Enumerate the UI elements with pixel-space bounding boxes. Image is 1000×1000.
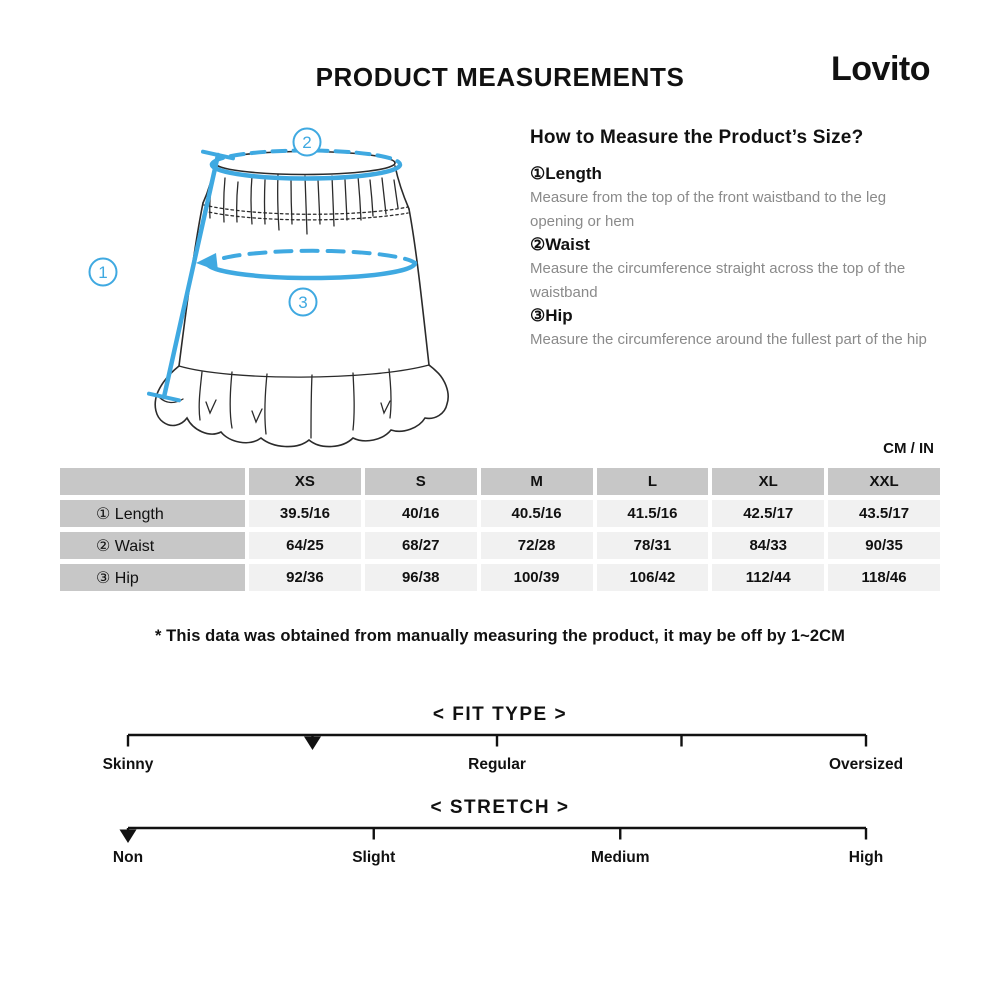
item-label: Waist — [545, 235, 590, 254]
size-table — [60, 468, 940, 591]
scale-label: Oversized — [828, 756, 904, 773]
size-column-header: S — [365, 468, 477, 495]
stretch-scale — [60, 788, 940, 873]
measurement-value: 100/39 — [481, 564, 593, 591]
measurement-value: 41.5/16 — [597, 500, 709, 527]
measurement-value: 72/28 — [481, 532, 593, 559]
measurement-value: 39.5/16 — [249, 500, 361, 527]
size-column-header: M — [481, 468, 593, 495]
measurement-value: 90/35 — [828, 532, 940, 559]
measurement-value: 118/46 — [828, 564, 940, 591]
scale-title: < FIT TYPE > — [432, 704, 568, 725]
scale-title: < STRETCH > — [430, 797, 570, 818]
measurement-value: 84/33 — [712, 532, 824, 559]
disclaimer-note: * This data was obtained from manually measuring the product, it may be off by 1~2CM — [154, 627, 846, 645]
scale-marker-triangle — [120, 830, 137, 844]
size-column-header: XS — [249, 468, 361, 495]
item-description: Measure from the top of the front waistband to the leg opening or hem — [530, 189, 887, 230]
scale-label: Medium — [590, 849, 650, 866]
marker-number-2: 2 — [302, 133, 312, 152]
item-label: Hip — [545, 306, 573, 325]
scale-label: Regular — [468, 756, 526, 773]
measurement-value: 40.5/16 — [481, 500, 593, 527]
size-column-header: L — [597, 468, 709, 495]
item-label: Length — [545, 164, 602, 183]
scale-label: Slight — [352, 849, 396, 866]
page-title: PRODUCT MEASUREMENTS — [315, 62, 685, 92]
scale-label: Skinny — [102, 756, 154, 773]
table-corner-cell — [60, 468, 245, 495]
item-number: ② — [530, 235, 546, 254]
measure-instructions — [530, 127, 930, 352]
item-number: ③ — [530, 306, 546, 325]
measurement-value: 40/16 — [365, 500, 477, 527]
measurement-value: 64/25 — [249, 532, 361, 559]
measurement-value: 96/38 — [365, 564, 477, 591]
item-description: Measure the circumference straight across the top of the waistband — [530, 260, 906, 301]
marker-number-1: 1 — [98, 263, 108, 282]
measurement-value: 78/31 — [597, 532, 709, 559]
measurement-value: 68/27 — [365, 532, 477, 559]
brand-logo: Lovito — [831, 50, 930, 88]
units-label: CM / IN — [883, 440, 934, 457]
measurement-row-label: ① Length — [60, 500, 245, 527]
measurement-value: 106/42 — [597, 564, 709, 591]
hip-measure-line — [224, 251, 415, 263]
instruction-item-hip — [530, 304, 930, 352]
length-measure-line — [164, 155, 218, 397]
scale-label: High — [848, 849, 884, 866]
instruction-item-length — [530, 162, 930, 233]
fit-type-scale — [60, 695, 940, 780]
measurement-arrows — [149, 150, 415, 400]
measurement-value: 42.5/17 — [712, 500, 824, 527]
scale-label: Non — [112, 849, 144, 866]
measurement-row-label: ③ Hip — [60, 564, 245, 591]
measurement-value: 112/44 — [712, 564, 824, 591]
skirt-diagram — [60, 120, 520, 450]
item-description: Measure the circumference around the fullest part of the hip — [530, 331, 927, 348]
marker-number-3: 3 — [298, 293, 308, 312]
measurement-value: 92/36 — [249, 564, 361, 591]
scale-marker-triangle — [304, 737, 321, 751]
measurement-row-label: ② Waist — [60, 532, 245, 559]
instructions-title: How to Measure the Product’s Size? — [530, 127, 864, 148]
size-column-header: XL — [712, 468, 824, 495]
measurement-value: 43.5/17 — [828, 500, 940, 527]
size-column-header: XXL — [828, 468, 940, 495]
instruction-item-waist — [530, 233, 930, 304]
item-number: ① — [530, 164, 546, 183]
